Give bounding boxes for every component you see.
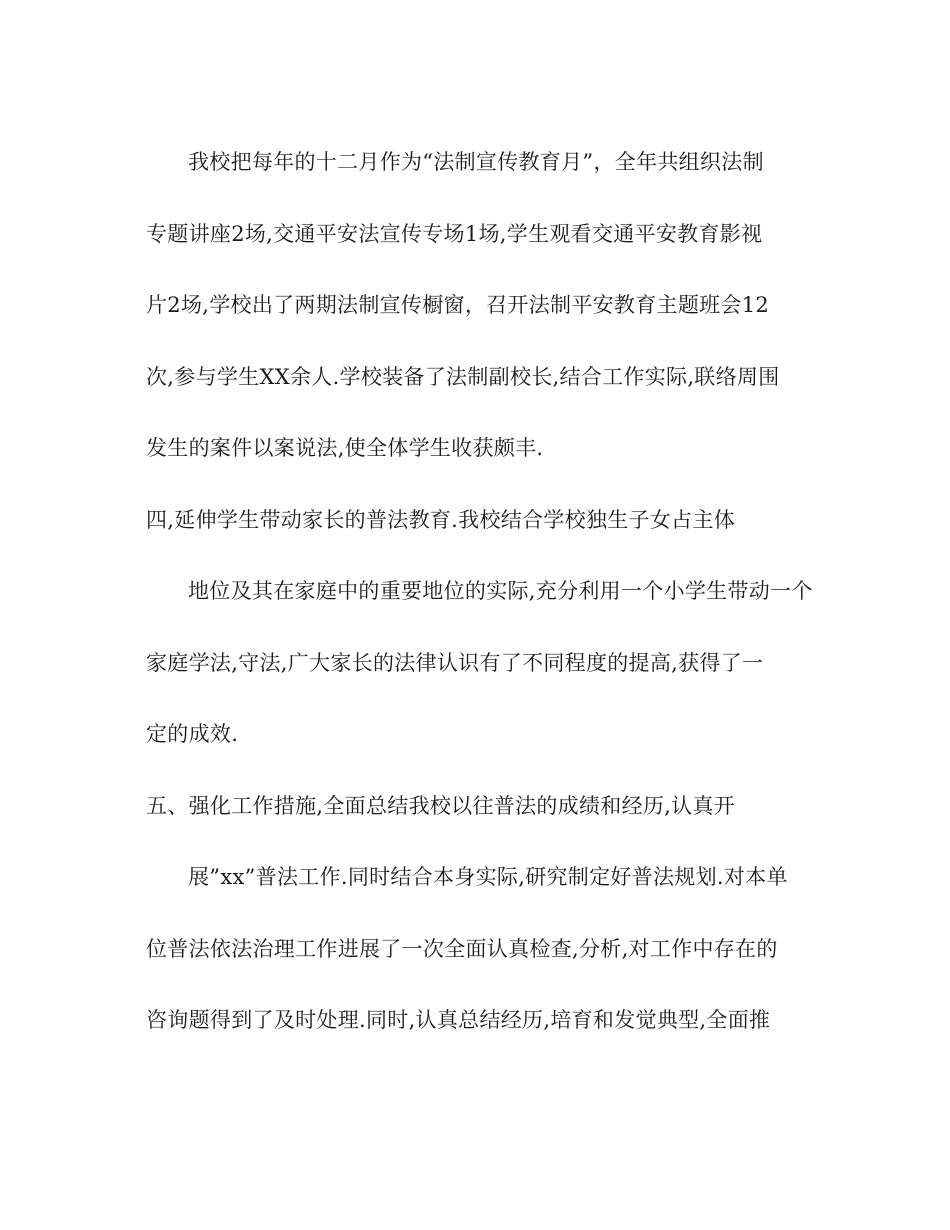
paragraph-line: 位普法依法治理工作进展了一次全面认真检查,分析,对工作中存在的 (146, 936, 778, 961)
paragraph-line: 定的成效. (146, 722, 239, 746)
paragraph-line: 咨询题得到了及时处理.同时,认真总结经历,培育和发觉典型,全面推 (146, 1008, 771, 1032)
paragraph-line: 地位及其在家庭中的重要地位的实际,充分利用一个小学生带动一个 (188, 579, 813, 603)
paragraph-line: 五、强化工作措施,全面总结我校以往普法的成绩和经历,认真开 (146, 793, 736, 818)
paragraph-line: 四,延伸学生带动家长的普法教育.我校结合学校独生子女占主体 (146, 507, 736, 532)
paragraph-line: 发生的案件以案说法,使全体学生收获颇丰. (146, 436, 544, 460)
paragraph-line: 我校把每年的十二月作为“法制宣传教育月”，全年共组织法制 (188, 150, 764, 174)
paragraph-line: 专题讲座2场,交通平安法宣传专场1场,学生观看交通平安教育影视 (146, 221, 763, 246)
paragraph-line: 展”xx”普法工作.同时结合本身实际,研究制定好普法规划.对本单 (188, 865, 788, 889)
paragraph-line: 片2场,学校出了两期法制宣传橱窗，召开法制平安教育主题班会12 (146, 293, 770, 317)
paragraph-line: 次,参与学生XX余人.学校装备了法制副校长,结合工作实际,联络周围 (146, 364, 780, 389)
paragraph-line: 家庭学法,守法,广大家长的法律认识有了不同程度的提高,获得了一 (146, 650, 764, 675)
